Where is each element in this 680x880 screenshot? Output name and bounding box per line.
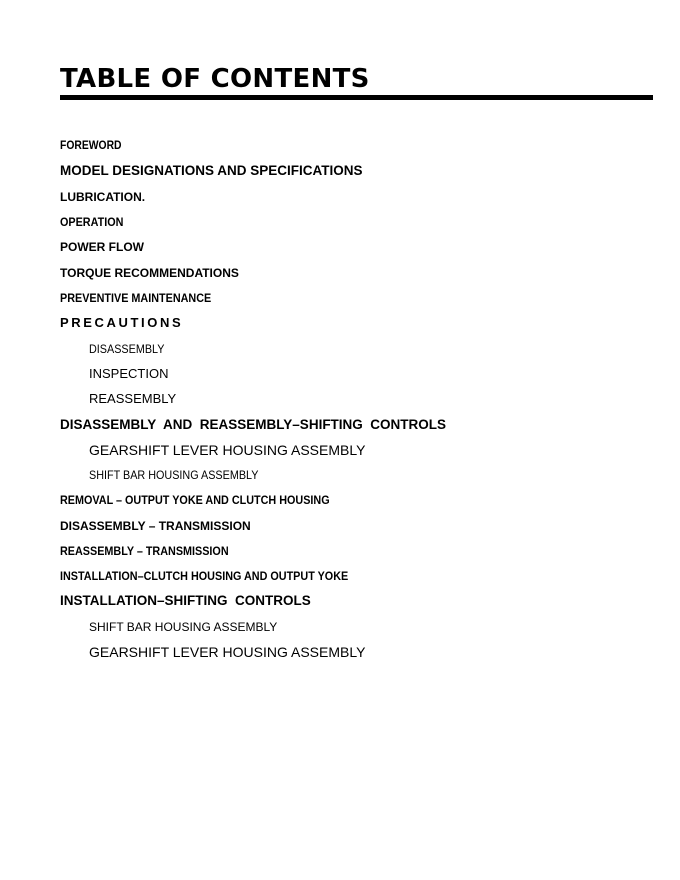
toc-entry-preventive-maintenance[interactable]: PREVENTIVE MAINTENANCE xyxy=(60,291,212,305)
toc-entry-precautions[interactable]: PRECAUTIONS xyxy=(60,315,184,330)
toc-entry-torque-recommendations[interactable]: TORQUE RECOMMENDATIONS xyxy=(60,266,239,280)
toc-entry-foreword[interactable]: FOREWORD xyxy=(60,140,122,152)
page-title: TABLE OF CONTENTS xyxy=(60,64,370,94)
toc-entry-lubrication[interactable]: LUBRICATION. xyxy=(60,190,146,204)
toc-entry-removal-output-yoke-clutch-housing[interactable]: REMOVAL – OUTPUT YOKE AND CLUTCH HOUSING xyxy=(60,493,330,507)
toc-entry-inspection[interactable]: INSPECTION xyxy=(89,366,169,381)
toc-entry-operation[interactable]: OPERATION xyxy=(60,215,124,229)
toc-entry-model-designations[interactable]: MODEL DESIGNATIONS AND SPECIFICATIONS xyxy=(60,163,363,178)
toc-entry-shift-bar-housing-assembly[interactable]: SHIFT BAR HOUSING ASSEMBLY xyxy=(89,468,259,482)
toc-entry-installation-clutch-housing-output-yoke[interactable]: INSTALLATION–CLUTCH HOUSING AND OUTPUT YOKE xyxy=(60,569,349,583)
toc-entry-shift-bar-housing-assembly-2[interactable]: SHIFT BAR HOUSING ASSEMBLY xyxy=(89,620,278,634)
toc-entry-installation-shifting-controls[interactable]: INSTALLATION–SHIFTING CONTROLS xyxy=(60,593,311,608)
toc-entry-disassembly-transmission[interactable]: DISASSEMBLY – TRANSMISSION xyxy=(60,519,251,533)
toc-entry-power-flow[interactable]: POWER FLOW xyxy=(60,240,144,254)
toc-entry-reassembly-transmission[interactable]: REASSEMBLY – TRANSMISSION xyxy=(60,544,229,558)
toc-entry-disassembly-reassembly-shifting-controls[interactable]: DISASSEMBLY AND REASSEMBLY–SHIFTING CONTROLS xyxy=(60,417,447,432)
toc-entry-gearshift-lever-housing-assembly-2[interactable]: GEARSHIFT LEVER HOUSING ASSEMBLY xyxy=(89,644,366,660)
toc-entry-reassembly[interactable]: REASSEMBLY xyxy=(89,391,177,406)
toc-entry-disassembly[interactable]: DISASSEMBLY xyxy=(89,342,165,356)
toc-entry-gearshift-lever-housing-assembly[interactable]: GEARSHIFT LEVER HOUSING ASSEMBLY xyxy=(89,442,366,458)
